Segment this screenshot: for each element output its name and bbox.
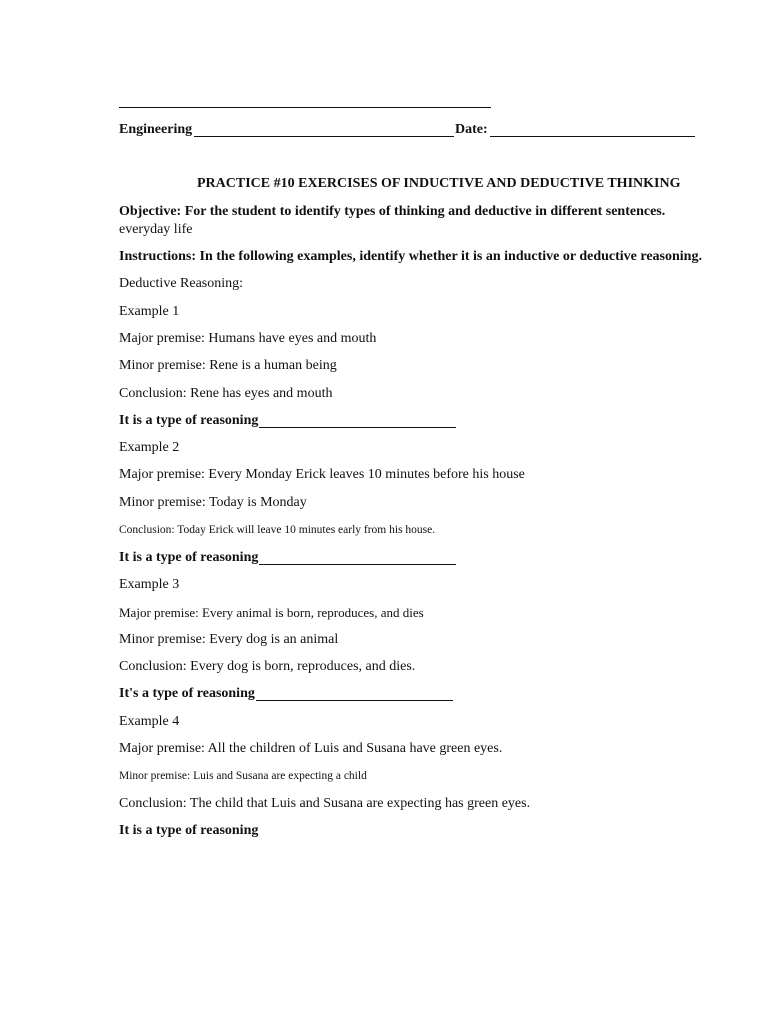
reasoning-question: It is a type of reasoning [119,823,259,838]
reasoning-question: It is a type of reasoning [119,413,259,428]
example-label: Example 2 [119,440,180,455]
minor-premise: Minor premise: Rene is a human being [119,358,337,373]
objective-text: Objective: For the student to identify types of thinking and deductive in different sentences. [119,204,666,219]
section-heading: Deductive Reasoning: [119,276,244,291]
major-premise: Major premise: Humans have eyes and mouth [119,331,377,346]
conclusion: Conclusion: Every dog is born, reproduces, and dies. [119,659,416,674]
engineering-label: Engineering [119,122,193,137]
answer-blank-line[interactable] [256,700,453,701]
conclusion: Conclusion: Today Erick will leave 10 minutes early from his house. [119,524,436,536]
date-label: Date: [455,122,488,137]
minor-premise: Minor premise: Today is Monday [119,495,307,510]
instructions-text: Instructions: In the following examples, identify whether it is an inductive or deductive reasoning. [119,249,702,264]
example-label: Example 3 [119,577,180,592]
conclusion: Conclusion: The child that Luis and Susana are expecting has green eyes. [119,796,531,811]
major-premise: Major premise: Every Monday Erick leaves 10 minutes before his house [119,467,525,482]
answer-blank-line[interactable] [259,564,456,565]
conclusion: Conclusion: Rene has eyes and mouth [119,386,333,401]
reasoning-question: It's a type of reasoning [119,686,255,701]
objective-continuation: everyday life [119,222,193,237]
engineering-blank-line[interactable] [194,136,454,137]
minor-premise: Minor premise: Luis and Susana are expecting a child [119,770,367,782]
major-premise: Major premise: All the children of Luis and Susana have green eyes. [119,741,503,756]
answer-blank-line[interactable] [259,427,456,428]
example-label: Example 4 [119,714,180,729]
page-title: PRACTICE #10 EXERCISES OF INDUCTIVE AND DEDUCTIVE THINKING [197,176,681,191]
major-premise: Major premise: Every animal is born, reproduces, and dies [119,605,424,620]
name-blank-line[interactable] [119,107,491,108]
example-label: Example 1 [119,304,180,319]
minor-premise: Minor premise: Every dog is an animal [119,632,339,647]
reasoning-question: It is a type of reasoning [119,550,259,565]
date-blank-line[interactable] [490,136,695,137]
